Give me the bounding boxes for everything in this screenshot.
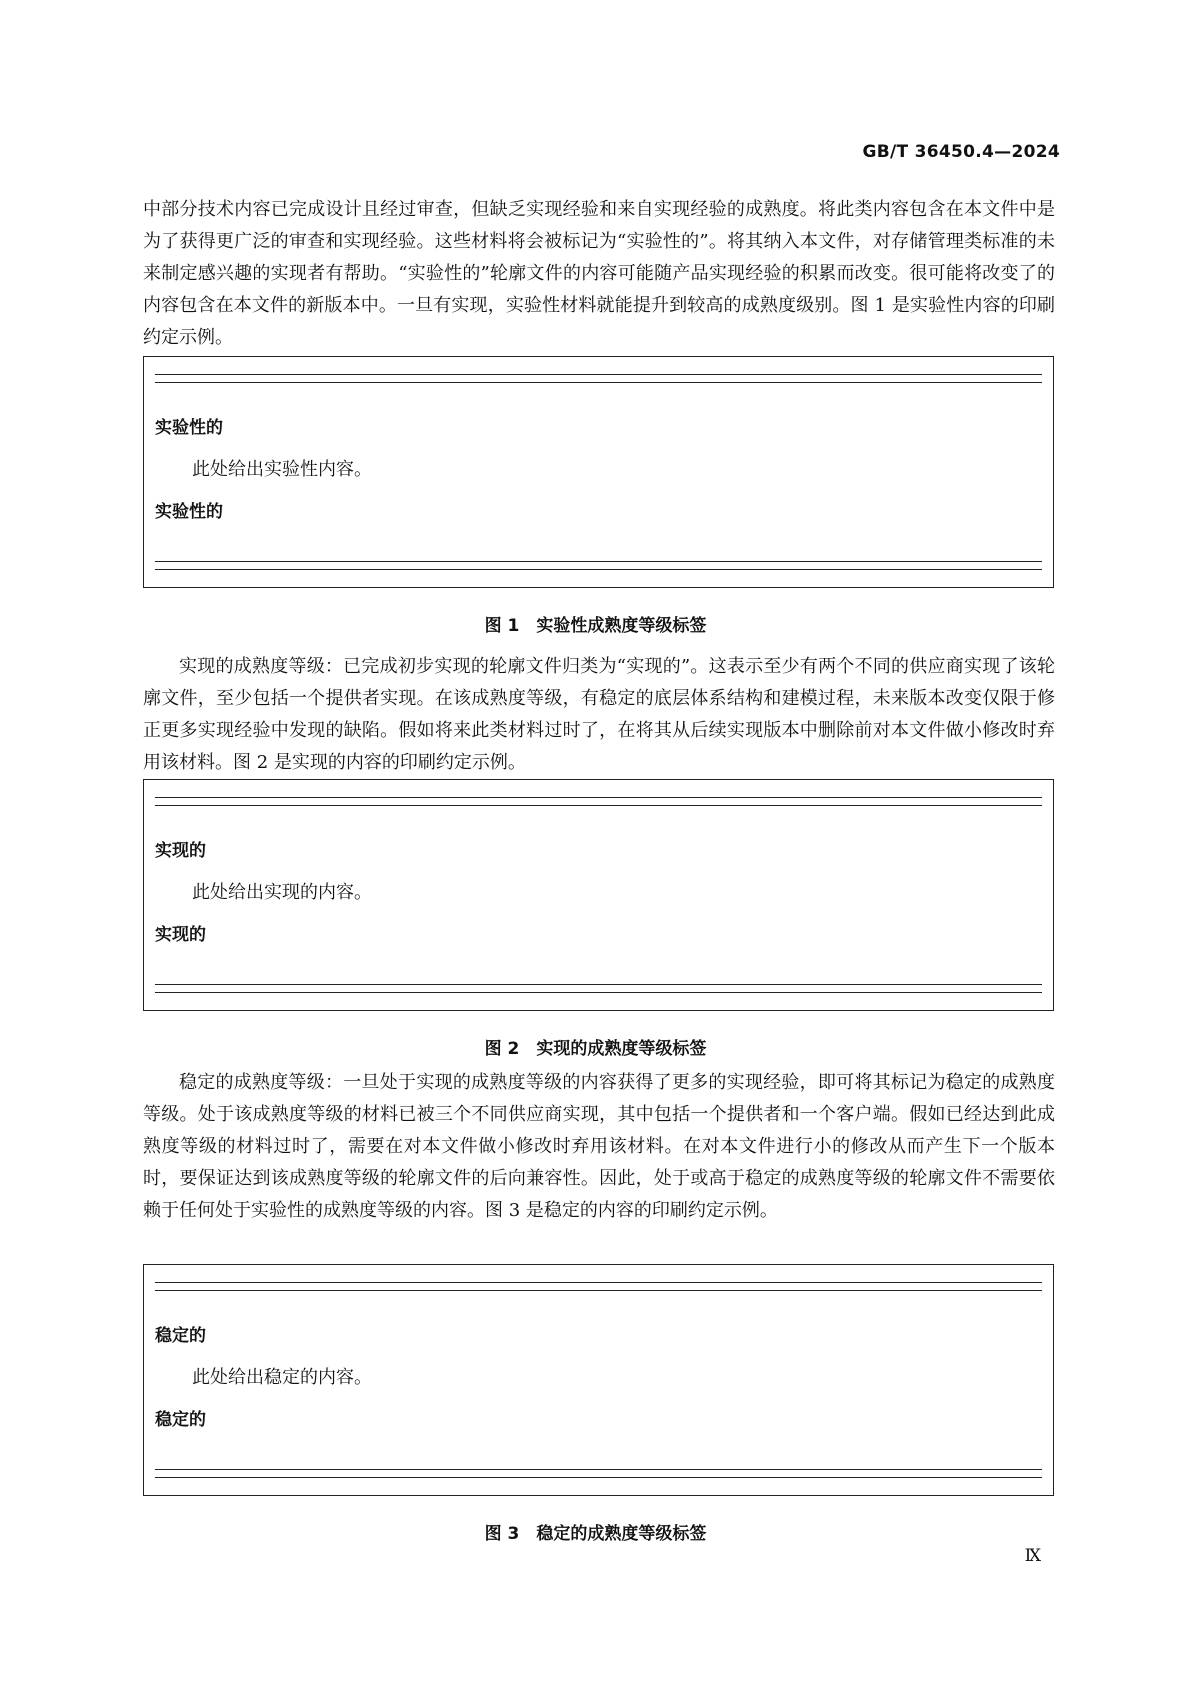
figure-3-box [143,1264,1054,1496]
maturity-sample-content: 此处给出实验性内容。 [192,459,372,480]
maturity-label-start: 稳定的 [155,1326,206,1346]
maturity-label-end: 实现的 [155,925,206,945]
figure-2-caption: 图 2 实现的成熟度等级标签 [484,1039,707,1059]
double-rule-bottom [155,984,1042,993]
document-standard-number: GB/T 36450.4—2024 [862,142,1060,162]
maturity-sample-content: 此处给出实现的内容。 [192,882,372,903]
paragraph-implemented: 实现的成熟度等级：已完成初步实现的轮廓文件归类为“实现的”。这表示至少有两个不同的供应商实现了该轮廓文件，至少包括一个提供者实现。在该成熟度等级，有稳定的底层体系结构和建模过程，未来版本改变仅限于修正更多实现经验中发现的缺陷。假如将来此类材料过时了，在将其从后续实现版本中删除前对本文件做小修改时弃用该材料。图 2 是实现的内容的印刷约定示例。 [143,656,1055,773]
double-rule-top [155,797,1042,806]
maturity-sample-content: 此处给出稳定的内容。 [192,1367,372,1388]
maturity-label-start: 实验性的 [155,418,223,438]
double-rule-top [155,374,1042,383]
maturity-label-start: 实现的 [155,841,206,861]
figure-1-box [143,356,1054,588]
double-rule-bottom [155,1469,1042,1478]
maturity-label-end: 实验性的 [155,502,223,522]
maturity-label-end: 稳定的 [155,1410,206,1430]
double-rule-bottom [155,561,1042,570]
figure-2-box [143,779,1054,1011]
double-rule-top [155,1282,1042,1291]
figure-3-caption: 图 3 稳定的成熟度等级标签 [484,1524,707,1544]
paragraph-stable: 稳定的成熟度等级：一旦处于实现的成熟度等级的内容获得了更多的实现经验，即可将其标记为稳定的成熟度等级。处于该成熟度等级的材料已被三个不同供应商实现，其中包括一个提供者和一个客户端。假如已经达到此成熟度等级的材料过时了，需要在对本文件做小修改时弃用该材料。在对本文件进行小的修改从而产生下一个版本时，要保证达到该成熟度等级的轮廓文件的后向兼容性。因此，处于或高于稳定的成熟度等级的轮廓文件不需要依赖于任何处于实验性的成熟度等级的内容。图 3 是稳定的内容的印刷约定示例。 [143,1072,1055,1221]
page-number: Ⅸ [1024,1546,1041,1566]
figure-1-caption: 图 1 实验性成熟度等级标签 [484,616,707,636]
paragraph-experimental-intro: 中部分技术内容已完成设计且经过审查，但缺乏实现经验和来自实现经验的成熟度。将此类内容包含在本文件中是为了获得更广泛的审查和实现经验。这些材料将会被标记为“实验性的”。将其纳入本文件，对存储管理类标准的未来制定感兴趣的实现者有帮助。“实验性的”轮廓文件的内容可能随产品实现经验的积累而改变。很可能将改变了的内容包含在本文件的新版本中。一旦有实现，实验性材料就能提升到较高的成熟度级别。图 1 是实验性内容的印刷约定示例。 [143,199,1055,348]
